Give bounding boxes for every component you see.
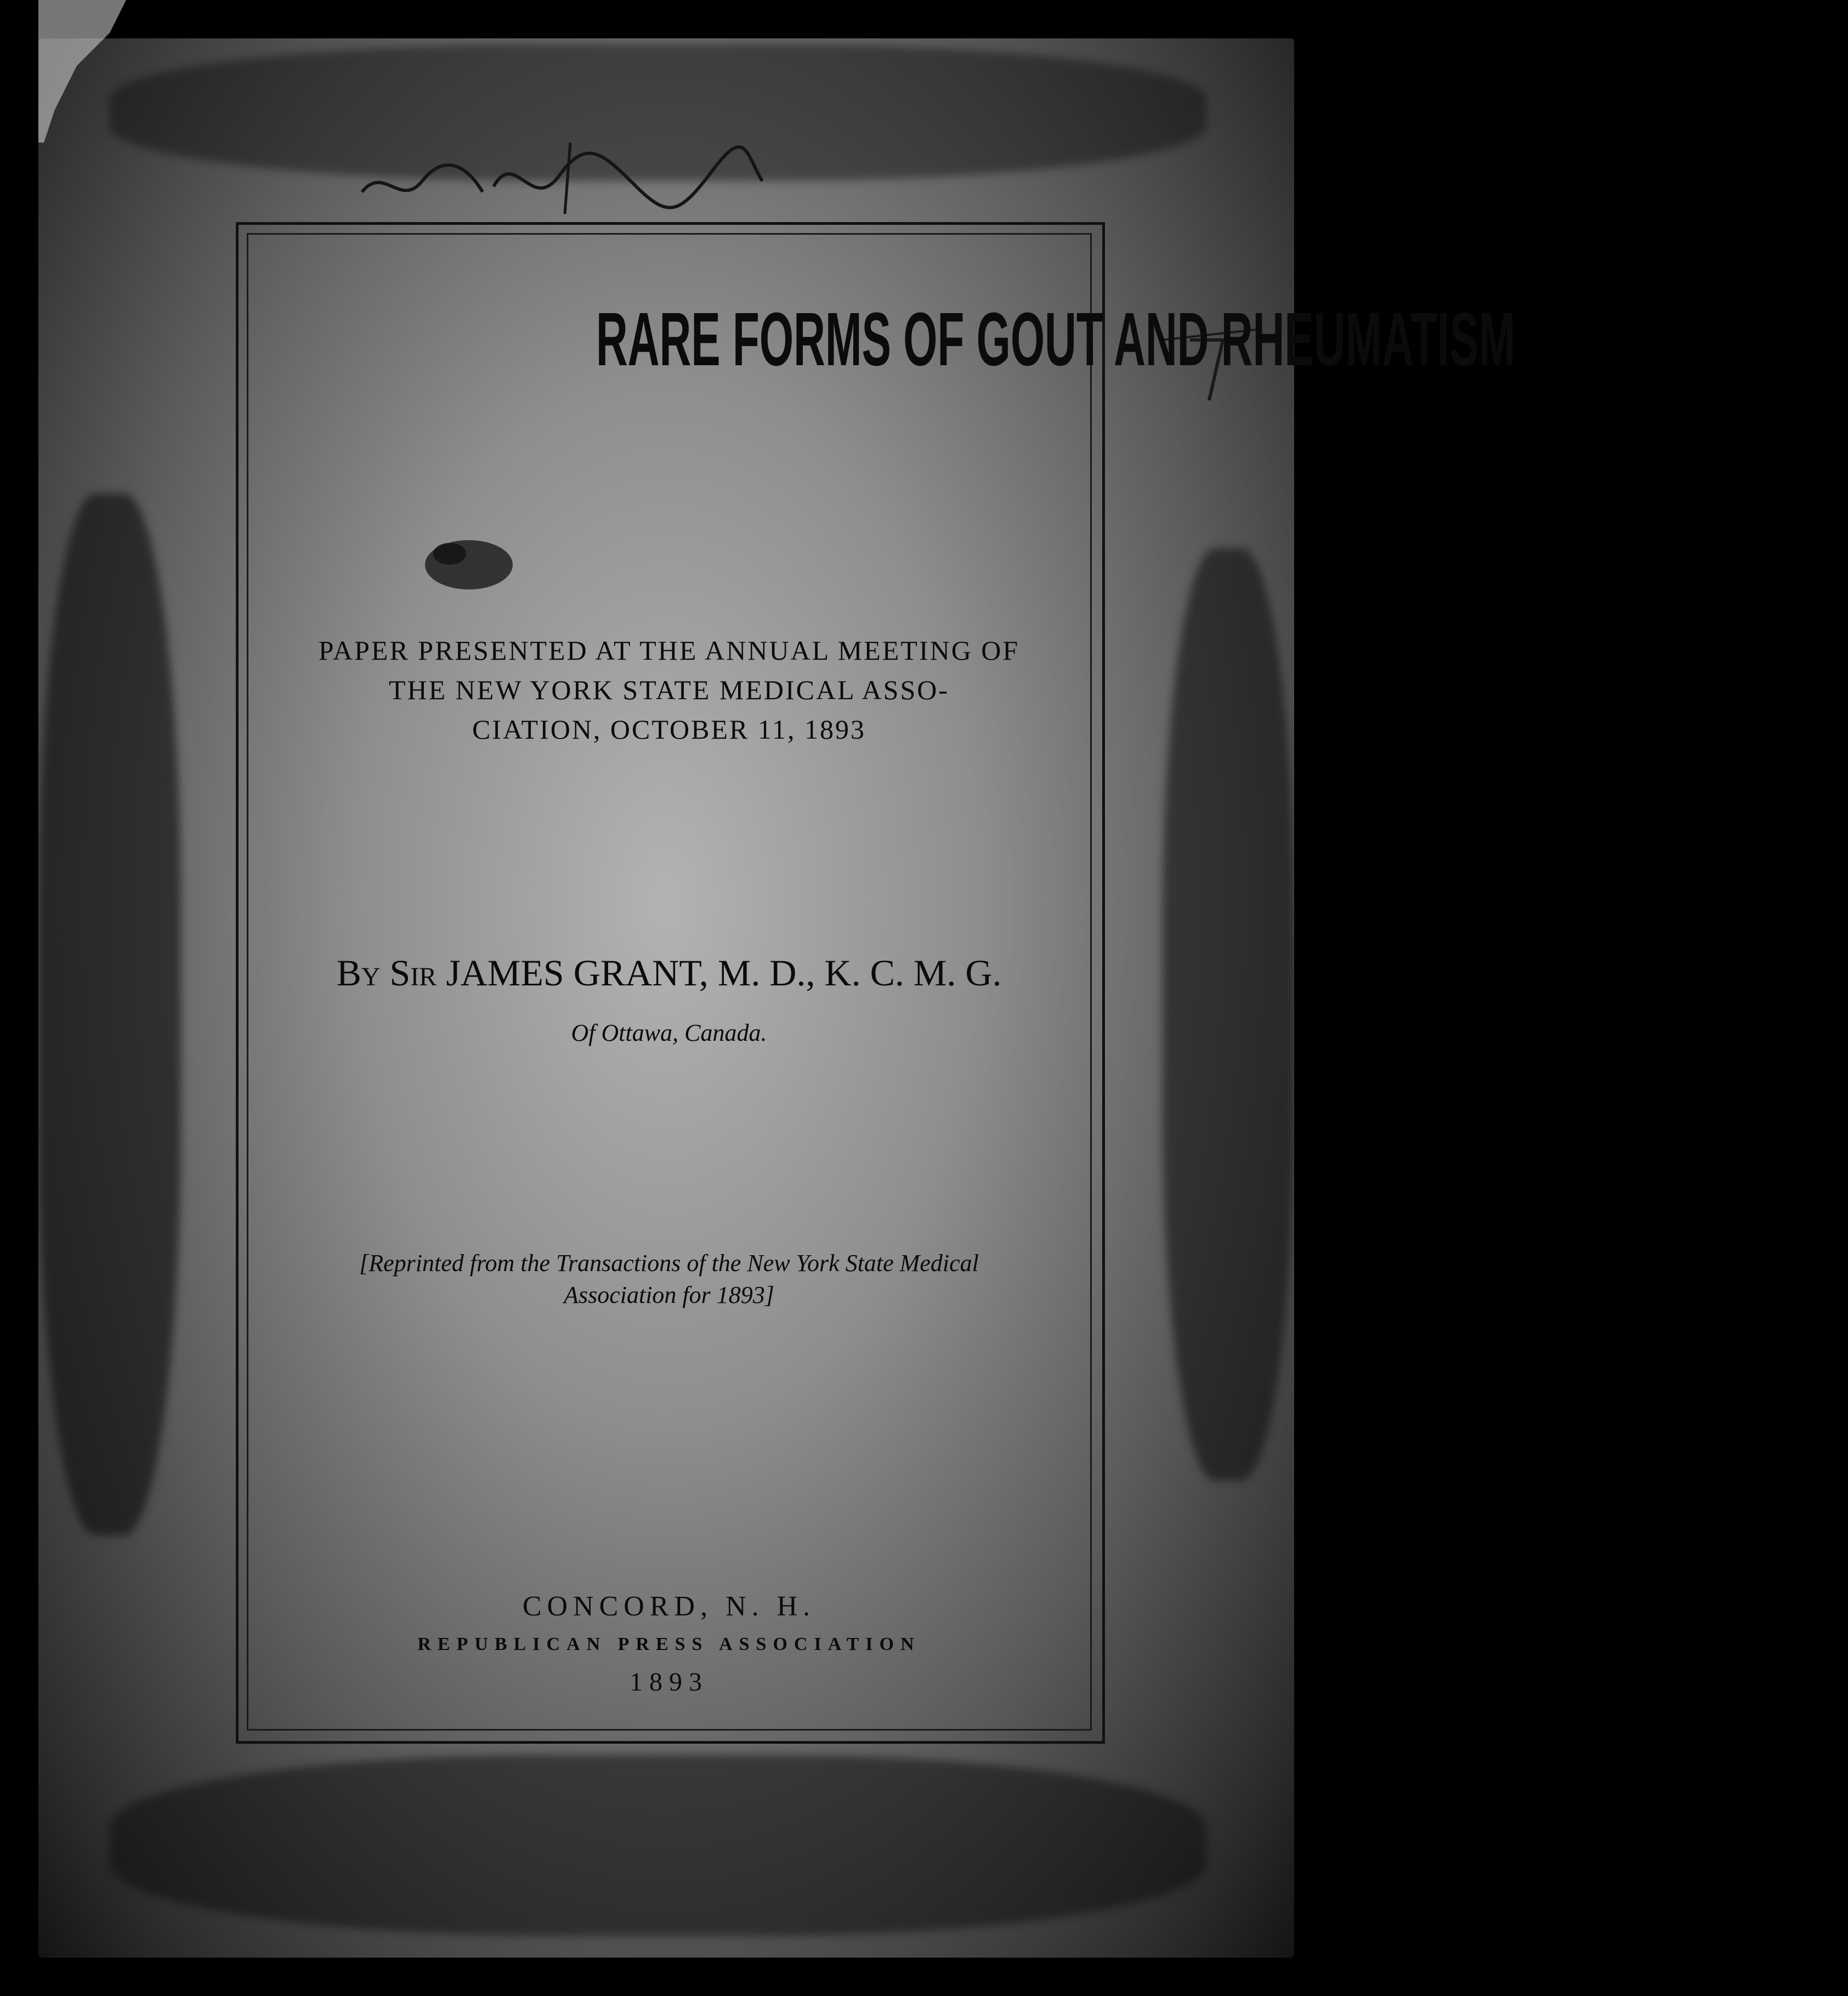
torn-corner-mark bbox=[0, 0, 143, 143]
document-title: RARE FORMS OF GOUT AND RHEUMATISM bbox=[596, 297, 1516, 382]
imprint-year: 1893 bbox=[630, 1668, 708, 1697]
imprint-press: REPUBLICAN PRESS ASSOCIATION bbox=[417, 1634, 921, 1654]
title-block bbox=[263, 297, 1516, 382]
author-prefix: By Sir bbox=[336, 952, 437, 994]
handwritten-annotation bbox=[351, 132, 768, 219]
reprint-note-line-1: [Reprinted from the Transactions of the New York State Medical bbox=[359, 1250, 979, 1277]
author-name: JAMES GRANT, M. D., K. C. M. G. bbox=[446, 952, 1002, 994]
stain-left-edge bbox=[38, 494, 181, 1535]
author-place: Of Ottawa, Canada. bbox=[571, 1019, 767, 1046]
author-line bbox=[263, 951, 1075, 995]
paper-line-1: PAPER PRESENTED AT THE ANNUAL MEETING OF bbox=[318, 635, 1020, 666]
stain-right-edge bbox=[1163, 548, 1294, 1481]
stain-bottom-edge bbox=[110, 1755, 1206, 1936]
paper-line-2: THE NEW YORK STATE MEDICAL ASSO- bbox=[388, 674, 950, 705]
reprint-note-line-2: Association for 1893] bbox=[564, 1281, 774, 1308]
imprint-city: CONCORD, N. H. bbox=[522, 1591, 816, 1622]
paper-line-3: CIATION, OCTOBER 11, 1893 bbox=[472, 714, 866, 745]
